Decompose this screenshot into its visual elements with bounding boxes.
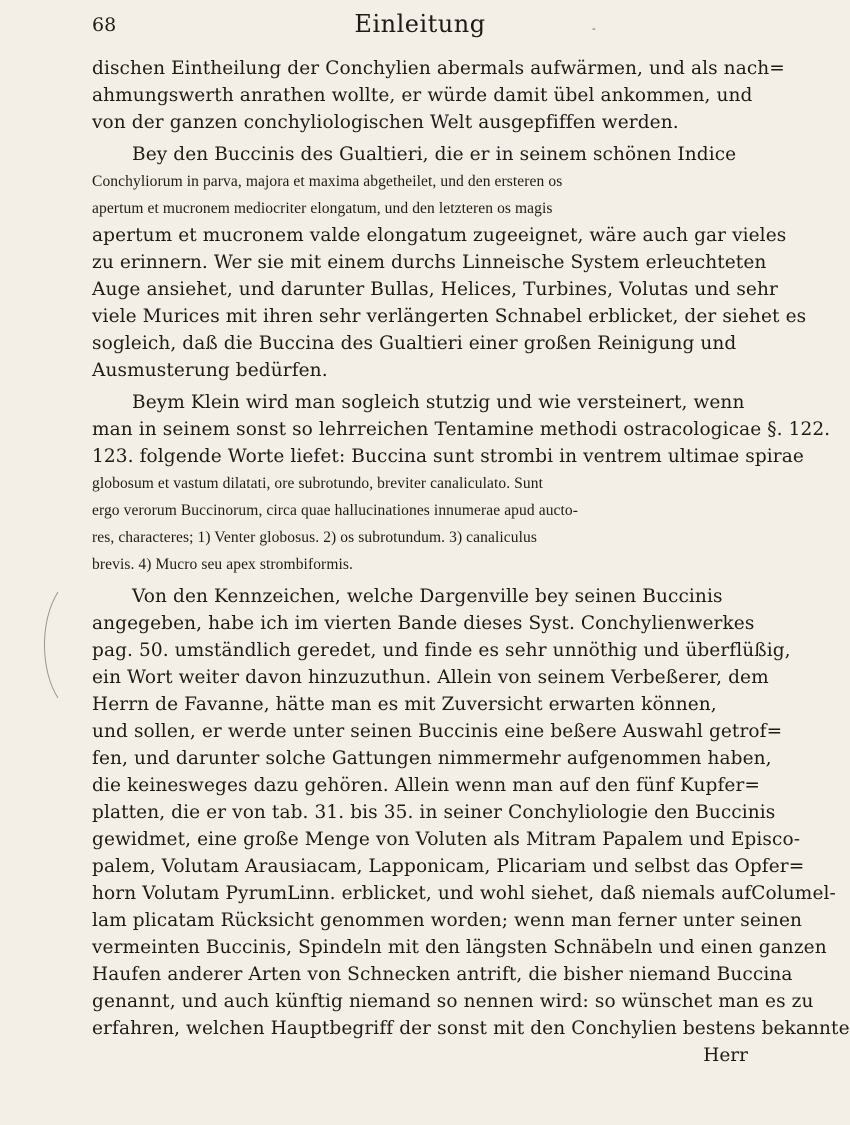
text-line: und sollen, er werde unter seinen Buccinis eine beßere Auswahl getrof=	[92, 721, 783, 742]
paragraph-start-line: Von den Kennzeichen, welche Dargenville bey seinen Buccinis	[132, 586, 723, 607]
text-line: die keinesweges dazu gehören. Allein wenn man auf den fünf Kupfer=	[92, 775, 760, 796]
text-line: Haufen anderer Arten von Schnecken antrift, die bisher niemand Buccina	[92, 964, 793, 985]
body-text	[92, 55, 850, 1069]
text-line: globosum et vastum dilatati, ore subrotundo, breviter canaliculato. Sunt	[92, 475, 544, 492]
text-line: man in seinem sonst so lehrreichen Tentamine methodi ostracologicae §. 122.	[92, 419, 831, 440]
text-line: Auge ansiehet, und darunter Bullas, Helices, Turbines, Volutas und sehr	[92, 279, 778, 300]
text-line: von der ganzen conchyliologischen Welt ausgepfiffen werden.	[92, 112, 679, 133]
text-line: ein Wort weiter davon hinzuzuthun. Allein von seinem Verbeßerer, dem	[92, 667, 769, 688]
text-line: palem, Volutam Arausiacam, Lapponicam, Plicariam und selbst das Opfer=	[92, 856, 805, 877]
text-line: horn Volutam PyrumLinn. erblicket, und wohl siehet, daß niemals aufColumel-	[92, 883, 836, 904]
text-line: erfahren, welchen Hauptbegriff der sonst mit den Conchylien bestens bekannte	[92, 1018, 850, 1039]
page-number: 68	[92, 14, 117, 36]
text-line: lam plicatam Rücksicht genommen worden; wenn man ferner unter seinen	[92, 910, 803, 931]
page-header	[92, 0, 748, 52]
text-line: apertum et mucronem mediocriter elongatum, und den letzteren os magis	[92, 200, 553, 217]
text-line: Ausmusterung bedürfen.	[92, 360, 328, 381]
text-line: sogleich, daß die Buccina des Gualtieri einer großen Reinigung und	[92, 333, 737, 354]
header-mark: -	[592, 22, 596, 35]
paragraph-start-line: Bey den Buccinis des Gualtieri, die er in seinem schönen Indice	[132, 144, 737, 165]
text-line: zu erinnern. Wer sie mit einem durchs Linneische System erleuchteten	[92, 252, 767, 273]
margin-bracket-mark	[38, 590, 62, 700]
text-line: pag. 50. umständlich geredet, und finde es sehr unnöthig und überflüßig,	[92, 640, 791, 661]
text-line: viele Murices mit ihren sehr verlängerten Schnabel erblicket, der siehet es	[92, 306, 807, 327]
text-line: angegeben, habe ich im vierten Bande dieses Syst. Conchylienwerkes	[92, 613, 755, 634]
text-line: dischen Eintheilung der Conchylien abermals aufwärmen, und als nach=	[92, 58, 785, 79]
running-title: Einleitung	[354, 10, 486, 38]
text-line: Herrn de Favanne, hätte man es mit Zuversicht erwarten können,	[92, 694, 717, 715]
text-line: brevis. 4) Mucro seu apex strombiformis.	[92, 556, 353, 573]
text-line: ergo verorum Buccinorum, circa quae hallucinationes innumerae apud aucto-	[92, 502, 579, 519]
text-line: gewidmet, eine große Menge von Voluten als Mitram Papalem und Episco-	[92, 829, 801, 850]
text-line: fen, und darunter solche Gattungen nimmermehr aufgenommen haben,	[92, 748, 772, 769]
text-line: vermeinten Buccinis, Spindeln mit den längsten Schnäbeln und einen ganzen	[92, 937, 827, 958]
text-line: ahmungswerth anrathen wollte, er würde damit übel ankommen, und	[92, 85, 753, 106]
text-line: genannt, und auch künftig niemand so nennen wird: so wünschet man es zu	[92, 991, 814, 1012]
text-line: 123. folgende Worte liefet: Buccina sunt strombi in ventrem ultimae spirae	[92, 446, 804, 467]
paragraph-start-line: Beym Klein wird man sogleich stutzig und wie versteinert, wenn	[132, 392, 745, 413]
text-line: apertum et mucronem valde elongatum zugeeignet, wäre auch gar vieles	[92, 225, 787, 246]
text-line: Conchyliorum in parva, majora et maxima abgetheilet, und den ersteren os	[92, 173, 563, 190]
text-line: res, characteres; 1) Venter globosus. 2) os subrotundum. 3) canaliculus	[92, 529, 538, 546]
catchword: Herr	[703, 1045, 748, 1066]
text-line: platten, die er von tab. 31. bis 35. in seiner Conchyliologie den Buccinis	[92, 802, 776, 823]
